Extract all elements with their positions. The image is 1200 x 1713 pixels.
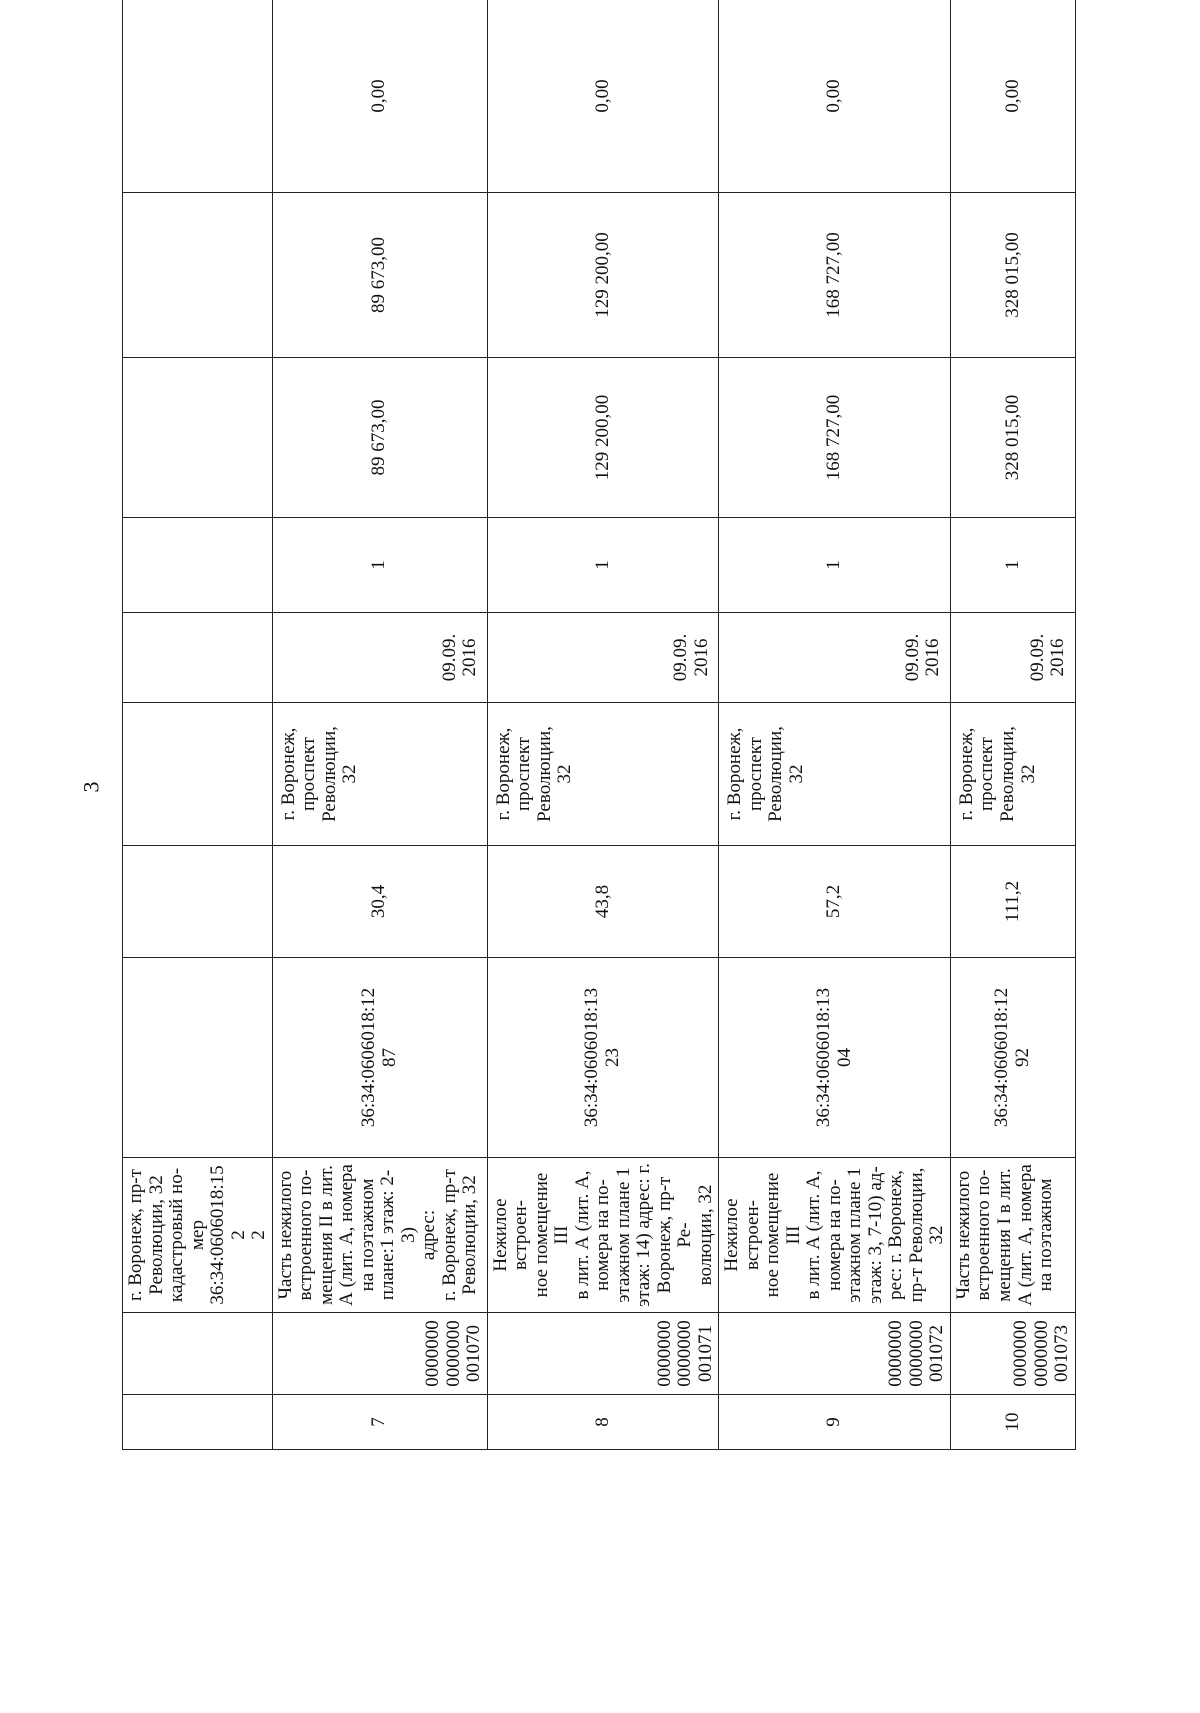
cell-address: г. Воронеж, проспект Революции, 32 xyxy=(272,703,487,846)
cell-value-1: 129 200,00 xyxy=(487,358,719,518)
cell-code: 0000000 0000000 001071 xyxy=(487,1313,719,1395)
cell-description: Нежилое встроен- ное помещение III в лит. А (лит. А, номера на по- этажном плане 1 этаж: 14) адрес: г. Воронеж, пр-т Ре- волюции, 32 xyxy=(487,1158,719,1313)
cell-area: 30,4 xyxy=(272,846,487,958)
cell-address xyxy=(123,703,273,846)
cell-num: 8 xyxy=(487,1395,719,1450)
cell-value-1 xyxy=(123,358,273,518)
cell-area xyxy=(123,846,273,958)
cell-qty: 1 xyxy=(950,518,1075,613)
cell-date: 09.09. 2016 xyxy=(950,613,1075,703)
table-row xyxy=(272,0,487,1450)
cell-cadastral: 36:34:0606018:13 23 xyxy=(487,958,719,1158)
cell-cadastral: 36:34:0606018:13 04 xyxy=(719,958,951,1158)
page-number: 3 xyxy=(78,781,104,793)
cell-cadastral: 36:34:0606018:12 87 xyxy=(272,958,487,1158)
cell-code: 0000000 0000000 001070 xyxy=(272,1313,487,1395)
cell-date: 09.09. 2016 xyxy=(272,613,487,703)
cell-qty: 1 xyxy=(272,518,487,613)
cell-value-3: 0,00 xyxy=(272,0,487,193)
table-row xyxy=(487,0,719,1450)
cell-code xyxy=(123,1313,273,1395)
cell-num: 10 xyxy=(950,1395,1075,1450)
property-table xyxy=(122,0,1073,1450)
cell-date: 09.09. 2016 xyxy=(719,613,951,703)
cell-area: 111,2 xyxy=(950,846,1075,958)
cell-qty xyxy=(123,518,273,613)
cell-value-1: 328 015,00 xyxy=(950,358,1075,518)
property-table-grid xyxy=(122,0,1076,1450)
cell-value-2 xyxy=(123,193,273,358)
table-row xyxy=(719,0,951,1450)
cell-code: 0000000 0000000 001073 xyxy=(950,1313,1075,1395)
cell-value-2: 168 727,00 xyxy=(719,193,951,358)
cell-value-1: 168 727,00 xyxy=(719,358,951,518)
cell-num xyxy=(123,1395,273,1450)
cell-area: 57,2 xyxy=(719,846,951,958)
cell-qty: 1 xyxy=(719,518,951,613)
cell-value-2: 328 015,00 xyxy=(950,193,1075,358)
cell-value-1: 89 673,00 xyxy=(272,358,487,518)
cell-num: 7 xyxy=(272,1395,487,1450)
cell-value-3: 0,00 xyxy=(950,0,1075,193)
cell-description: г. Воронеж, пр-т Революции, 32 кадастровый но- мер 36:34:0606018:152 2 xyxy=(123,1158,273,1313)
cell-address: г. Воронеж, проспект Революции, 32 xyxy=(487,703,719,846)
cell-cadastral xyxy=(123,958,273,1158)
cell-area: 43,8 xyxy=(487,846,719,958)
cell-address: г. Воронеж, проспект Революции, 32 xyxy=(719,703,951,846)
cell-address: г. Воронеж, проспект Революции, 32 xyxy=(950,703,1075,846)
cell-value-2: 89 673,00 xyxy=(272,193,487,358)
cell-value-3: 0,00 xyxy=(487,0,719,193)
cell-date xyxy=(123,613,273,703)
cell-date: 09.09. 2016 xyxy=(487,613,719,703)
cell-qty: 1 xyxy=(487,518,719,613)
table-row xyxy=(950,0,1075,1450)
cell-num: 9 xyxy=(719,1395,951,1450)
cell-value-2: 129 200,00 xyxy=(487,193,719,358)
cell-description: Часть нежилого встроенного по- мещения II в лит. А (лит. А, номера на поэтажном плане:1 этаж: 2-3) адрес: г. Воронеж, пр-т Революции, 32 xyxy=(272,1158,487,1313)
cell-description: Нежилое встроен- ное помещение III в лит. А (лит. А, номера на по- этажном плане 1 этаж: 3, 7-10) ад- рес: г. Воронеж, пр-т Революции, 32 xyxy=(719,1158,951,1313)
cell-value-3: 0,00 xyxy=(719,0,951,193)
table-row xyxy=(123,0,273,1450)
cell-cadastral: 36:34:0606018:12 92 xyxy=(950,958,1075,1158)
cell-value-3 xyxy=(123,0,273,193)
cell-description: Часть нежилого встроенного по- мещения I в лит. А (лит. А, номера на поэтажном xyxy=(950,1158,1075,1313)
cell-code: 0000000 0000000 001072 xyxy=(719,1313,951,1395)
